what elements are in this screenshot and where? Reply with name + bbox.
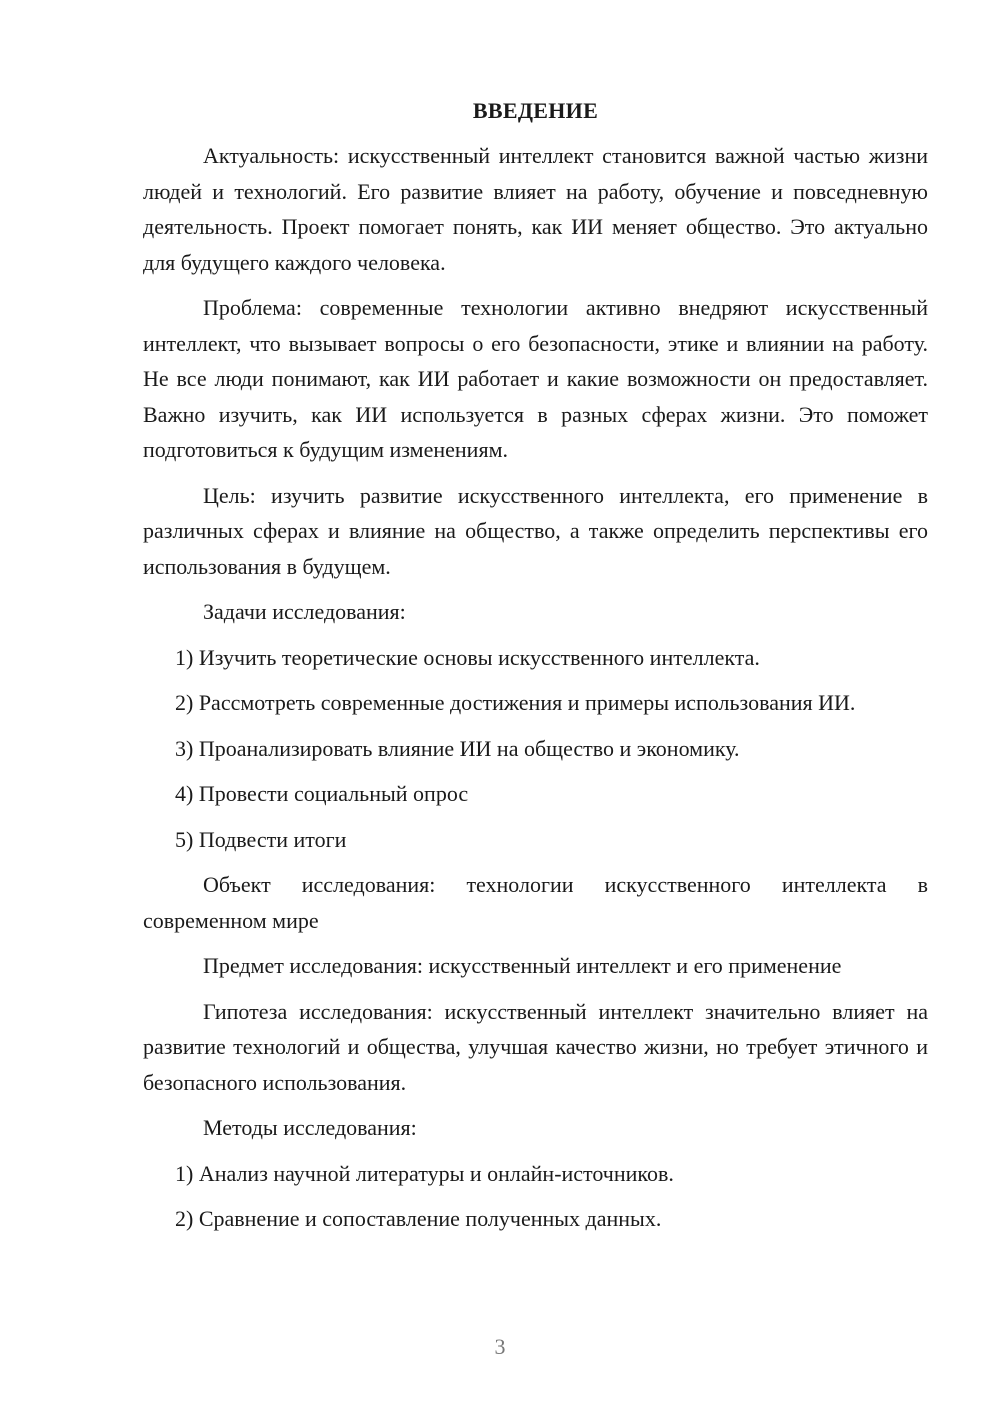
paragraph-tasks-heading: Задачи исследования: [203, 599, 406, 624]
paragraph-object: Объект исследования: технологии искусственного интеллекта в современном мире [143, 872, 928, 933]
section-title: ВВЕДЕНИЕ [472, 98, 599, 123]
task-item-3: 3) Проанализировать влияние ИИ на общество и экономику. [175, 735, 740, 761]
method-item-1: 1) Анализ научной литературы и онлайн-источников. [175, 1160, 674, 1186]
paragraph-subject: Предмет исследования: искусственный интеллект и его применение [203, 953, 842, 978]
page-number: 3 [494, 1334, 506, 1359]
paragraph-goal: Цель: изучить развитие искусственного интеллекта, его применение в различных сферах и влияние на общество, а также определить перспективы его использования в будущем. [143, 482, 928, 579]
task-item-2: 2) Рассмотреть современные достижения и примеры использования ИИ. [175, 690, 856, 715]
paragraph-relevance: Актуальность: искусственный интеллект становится важной частью жизни людей и технологий. Его развитие влияет на работу, обучение и повседневную деятельность. Проект помогает понять, как ИИ меняет общество. Это актуально для будущего каждого человека. [143, 143, 928, 275]
task-item-1: 1) Изучить теоретические основы искусственного интеллекта. [175, 644, 760, 670]
task-item-5: 5) Подвести итоги [175, 826, 347, 852]
paragraph-problem: Проблема: современные технологии активно внедряют искусственный интеллект, что вызывает вопросы о его безопасности, этике и влиянии на работу. Не все люди понимают, как ИИ работает и какие возможности он предоставляет. Важно изучить, как ИИ используется в разных сферах жизни. Это поможет подготовиться к будущим изменениям. [143, 295, 928, 462]
document-body [143, 96, 928, 1247]
paragraph-methods-heading: Методы исследования: [203, 1115, 417, 1140]
method-item-2: 2) Сравнение и сопоставление полученных данных. [175, 1206, 662, 1231]
paragraph-hypothesis: Гипотеза исследования: искусственный интеллект значительно влияет на развитие технологий и общества, улучшая качество жизни, но требует этичного и безопасного использования. [143, 998, 928, 1095]
task-item-4: 4) Провести социальный опрос [175, 781, 469, 806]
